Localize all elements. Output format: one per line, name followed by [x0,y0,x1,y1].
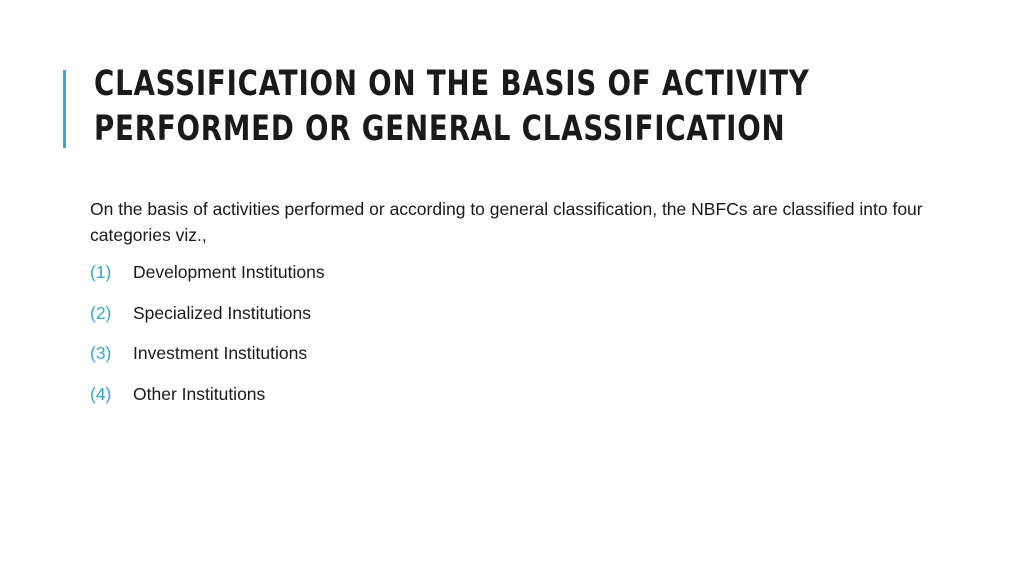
title-line-2: PERFORMED OR GENERAL CLASSIFICATION [94,109,786,149]
list-item [90,303,950,344]
slide-title [94,62,810,152]
list-item-number: (2) [90,302,112,323]
list-item [90,343,950,384]
list-item-text: Specialized Institutions [133,302,312,323]
list-item-text: Other Institutions [133,383,266,404]
category-list [90,262,950,424]
intro-paragraph: On the basis of activities performed or according to general classification, the NBFCs are classified into four categories viz., [90,199,923,245]
title-accent-bar [63,70,66,148]
list-item-number: (1) [90,262,112,282]
list-item-number: (3) [90,343,112,363]
list-item-text: Investment Institutions [133,343,308,363]
list-item [90,384,950,425]
title-line-1: CLASSIFICATION ON THE BASIS OF ACTIVITY [94,64,810,104]
slide-body [90,196,950,424]
list-item-text: Development Institutions [133,262,325,282]
list-item-number: (4) [90,383,112,404]
list-item [90,262,950,303]
